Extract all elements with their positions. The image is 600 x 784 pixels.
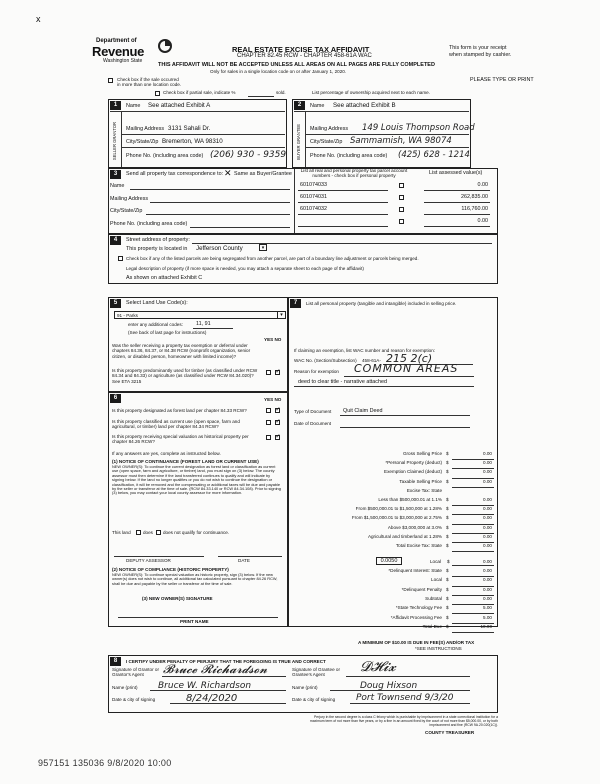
section-3-badge: 3 bbox=[110, 170, 121, 179]
tax-line-currency: $ bbox=[446, 451, 449, 456]
tax-line-value[interactable]: 0.00 bbox=[483, 469, 492, 475]
partial-sale-label: Check box if partial sale, indicate % bbox=[163, 90, 236, 95]
reason-label: Reason for exemption bbox=[294, 369, 339, 374]
sec6-q3-no-checkbox[interactable] bbox=[275, 435, 280, 440]
tax-line-currency: $ bbox=[446, 460, 449, 466]
reason-handwritten[interactable]: COMMON AREAS bbox=[354, 362, 459, 375]
personal-property-checkbox[interactable] bbox=[399, 195, 404, 200]
parcel-value[interactable]: 0.00 bbox=[477, 182, 488, 188]
tax-line-currency: $ bbox=[446, 497, 449, 502]
land-use-value: 91 - Parks bbox=[117, 313, 138, 318]
tax-line-label: *Personal Property (deduct) bbox=[385, 460, 442, 466]
sec5-q2-yes-checkbox[interactable] bbox=[266, 370, 271, 375]
buyer-city-label: City/State/Zip bbox=[310, 139, 343, 145]
receipt-note-2: when stamped by cashier. bbox=[449, 52, 512, 58]
tax-line bbox=[290, 587, 496, 596]
section-8-badge: 8 bbox=[110, 657, 121, 666]
grantor-name[interactable]: Bruce W. Richardson bbox=[158, 681, 252, 691]
tax-line-label: Gross Selling Price bbox=[402, 451, 442, 456]
minimum-note: A MINIMUM OF $10.00 IS DUE IN FEE(S) AND/OR TAX bbox=[358, 640, 475, 645]
tax-line bbox=[290, 525, 496, 534]
seller-city-label: City/State/Zip bbox=[126, 139, 159, 145]
buyer-phone-label: Phone No. (including area code) bbox=[310, 153, 388, 159]
type-or-print: PLEASE TYPE OR PRINT bbox=[470, 77, 534, 83]
tax-line-label: Excise Tax: State bbox=[406, 487, 442, 493]
grantee-signature-label: Signature of Grantee or Grantee's Agent bbox=[292, 667, 341, 678]
tax-line bbox=[290, 506, 496, 515]
sec5-q2: Is this property predominantly used for timber (as classified under RCW 84.34 and 84.33) or agriculture (as classified under RCW 84.34.020)? See ETA 3215 bbox=[112, 368, 258, 384]
grantee-name[interactable]: Doug Hixson bbox=[360, 681, 418, 691]
partial-sale-checkbox[interactable] bbox=[155, 91, 160, 96]
deputy-assessor-label: DEPUTY ASSESSOR bbox=[126, 558, 171, 563]
assessed-head: List assessed value(s) bbox=[429, 170, 483, 176]
certify-statement: I CERTIFY UNDER PENALTY OF PERJURY THAT THE FOREGOING IS TRUE AND CORRECT bbox=[126, 659, 326, 664]
logo-state: Washington State bbox=[103, 58, 143, 64]
tax-line bbox=[290, 615, 496, 624]
county-dropdown-chevron-down-icon[interactable]: ▾ bbox=[259, 244, 267, 251]
street-address-label: Street address of property: bbox=[126, 237, 190, 243]
seller-mail[interactable]: 3131 Sahali Dr. bbox=[168, 125, 211, 132]
grantee-name-label: Name (print) bbox=[292, 685, 318, 690]
tax-line-value[interactable]: 0.00 bbox=[483, 497, 492, 502]
send-correspondence-label: Send all property tax correspondence to: bbox=[126, 171, 224, 177]
tax-line-currency: $ bbox=[446, 543, 449, 548]
tax-line-currency: $ bbox=[446, 506, 449, 512]
parcel-row bbox=[296, 192, 496, 203]
tax-line-value[interactable]: 0.00 bbox=[483, 586, 492, 592]
section-4-badge: 4 bbox=[110, 236, 121, 245]
tax-line-label: Exemption Claimed (deduct) bbox=[384, 469, 442, 475]
local-tax-value[interactable]: 0.00 bbox=[483, 559, 492, 564]
multi-location-label: Check box if the sale occurred bbox=[117, 77, 179, 82]
tax-line-currency: $ bbox=[446, 605, 449, 611]
grantor-date-label: Date & city of signing bbox=[112, 697, 156, 702]
see-instructions-note: *SEE INSTRUCTIONS bbox=[415, 646, 462, 651]
multi-location-checkbox[interactable] bbox=[108, 78, 113, 83]
same-as-buyer-label: Same as Buyer/Grantee bbox=[234, 171, 292, 177]
section-7-badge: 7 bbox=[290, 299, 301, 308]
tax-line-label: *State Technology Fee bbox=[395, 605, 442, 611]
section-2-badge: 2 bbox=[294, 101, 305, 110]
tax-line bbox=[290, 605, 496, 614]
section-5-badge: 5 bbox=[110, 299, 121, 308]
buyer-city[interactable]: Sammamish, WA 98074 bbox=[350, 136, 452, 146]
tax-line-currency: $ bbox=[446, 595, 449, 601]
tax-line bbox=[290, 596, 496, 605]
tax-line-label: Subtotal bbox=[425, 595, 442, 601]
tax-line-label: Total Due bbox=[422, 623, 442, 629]
tax-line-value[interactable]: 0.00 bbox=[483, 577, 492, 583]
tax-line-value[interactable]: 0.00 bbox=[483, 595, 492, 601]
land-does-label: does bbox=[143, 530, 153, 535]
parcel-value[interactable]: 262,835.00 bbox=[461, 194, 488, 200]
seller-city[interactable]: Bremerton, WA 98310 bbox=[162, 138, 223, 145]
land-use-chevron-down-icon[interactable]: ▾ bbox=[277, 312, 285, 319]
buyer-phone[interactable]: (425) 628 - 1214 bbox=[398, 150, 470, 160]
notice-continuance-head: (1) NOTICE OF CONTINUANCE (FOREST LAND OR CURRENT USE) bbox=[112, 459, 259, 464]
tax-line-value[interactable]: 0.00 bbox=[483, 506, 492, 512]
grantor-signature[interactable]: 𝓑𝓻𝓾𝓬𝓮 𝓡𝓲𝓬𝓱𝓪𝓻𝓭𝓼𝓸𝓷 bbox=[163, 662, 268, 676]
claim-exemption-label: If claiming an exemption, list WAC number and reason for exemption: bbox=[294, 348, 436, 353]
tax-line bbox=[290, 543, 496, 552]
deputy-date-label: DATE bbox=[238, 558, 250, 563]
grantor-name-label: Name (print) bbox=[112, 685, 138, 690]
logo-dept: Department of bbox=[96, 38, 137, 44]
sec6-q3: Is this property receiving special valuation as historical property per chapter 84.26 RCW? bbox=[112, 434, 249, 445]
receipt-note-1: This form is your receipt bbox=[449, 45, 507, 51]
sec6-q1-yes-checkbox[interactable] bbox=[266, 408, 271, 413]
seller-phone-label: Phone No. (including area code) bbox=[126, 153, 204, 159]
county-select[interactable]: Jefferson County bbox=[196, 245, 243, 252]
notice-compliance-head: (2) NOTICE OF COMPLIANCE (HISTORIC PROPERTY) bbox=[112, 567, 229, 572]
section-6-badge: 6 bbox=[110, 394, 121, 403]
personal-property-checkbox[interactable] bbox=[399, 183, 404, 188]
logo-agency: Revenue bbox=[92, 44, 145, 59]
legal-desc-label: Legal description of property (if more space is needed, you may attach a separate sheet to each page of the affidavit) bbox=[126, 266, 364, 271]
tax-line-value[interactable]: 0.00 bbox=[483, 524, 492, 530]
wac-prefix: 458-61A- bbox=[362, 358, 381, 363]
tax-line-value[interactable]: 0.00 bbox=[483, 533, 492, 539]
tax-line-value[interactable]: 0.00 bbox=[483, 460, 492, 466]
parcel-row bbox=[296, 180, 496, 191]
parcel-number[interactable]: 601074032 bbox=[300, 206, 327, 212]
section-1-badge: 1 bbox=[110, 101, 121, 110]
tax-line-currency: $ bbox=[446, 623, 449, 629]
parcel-number[interactable]: 601074033 bbox=[300, 182, 327, 188]
sec6-q1: Is this property designated as forest land per chapter 84.33 RCW? bbox=[112, 408, 247, 413]
sec3-city-label: City/State/Zip bbox=[110, 208, 143, 214]
tax-line-label: Total Excise Tax: State bbox=[395, 543, 442, 548]
land-does-not-checkbox[interactable] bbox=[156, 530, 161, 535]
corner-mark: x bbox=[36, 14, 41, 24]
land-use-select[interactable] bbox=[114, 311, 286, 319]
sec3-mail-label: Mailing Address bbox=[110, 196, 149, 202]
tax-line-label: Taxable Selling Price bbox=[399, 478, 442, 484]
tax-line bbox=[290, 469, 496, 478]
revenue-logo-icon bbox=[157, 38, 173, 54]
sec5-q2-no-checkbox[interactable] bbox=[275, 370, 280, 375]
buyer-mail-label: Mailing Address bbox=[310, 126, 349, 132]
tax-line-currency: $ bbox=[446, 614, 449, 620]
tax-line-value[interactable]: 0.00 bbox=[483, 451, 492, 456]
sec6-q2-no-checkbox[interactable] bbox=[275, 420, 280, 425]
this-land-label: This land bbox=[112, 530, 131, 535]
grantee-date[interactable]: Port Townsend 9/3/20 bbox=[356, 693, 454, 703]
doc-date-label: Date of Document bbox=[294, 421, 332, 426]
tax-line-label: *Affidavit Processing Fee bbox=[390, 614, 442, 620]
grantee-signature[interactable]: 𝓓𝓗𝓲𝔁 bbox=[360, 659, 396, 675]
grantor-date[interactable]: 8/24/2020 bbox=[186, 693, 238, 704]
tax-line bbox=[290, 497, 496, 506]
parcel-list-head: List all real and personal property tax parcel account numbers - check box if personal property bbox=[300, 168, 408, 179]
form-title: REAL ESTATE EXCISE TAX AFFIDAVIT bbox=[232, 45, 370, 54]
buyer-name-label: Name bbox=[310, 103, 325, 109]
doc-type-value[interactable]: Quit Claim Deed bbox=[343, 408, 383, 414]
parcel-number[interactable]: 601074031 bbox=[300, 194, 327, 200]
tax-line bbox=[290, 534, 496, 543]
tax-line-value[interactable]: 0.00 bbox=[483, 543, 492, 548]
sec6-q2: Is this property classified as current use (open space, farm and agricultural, or timber) land per chapter 84.34 RCW? bbox=[112, 419, 240, 430]
grantee-date-label: Date & city of signing bbox=[292, 697, 336, 702]
tax-line-currency: $ bbox=[446, 586, 449, 592]
tax-line-label: From $1,500,000.01 to $3,000,000 at 2.75% bbox=[351, 515, 442, 521]
legal-desc-value[interactable]: As shown on attached Exhibit C bbox=[126, 275, 203, 281]
tax-line-currency: $ bbox=[446, 568, 449, 573]
tax-line-label: *Delinquent Interest: State bbox=[388, 568, 442, 573]
land-does-checkbox[interactable] bbox=[136, 530, 141, 535]
new-owner-signature-label: (3) NEW OWNER(S) SIGNATURE bbox=[142, 596, 213, 601]
form-sub: Only for sales in a single location code on or after January 1, 2020. bbox=[210, 69, 347, 74]
grantor-signature-label: Signature of Grantor or Grantor's Agent bbox=[112, 667, 159, 678]
tax-line-value[interactable]: 5.00 bbox=[483, 605, 492, 611]
sec3-name-label: Name bbox=[110, 183, 125, 189]
buyer-mail[interactable]: 149 Louis Thompson Road bbox=[362, 123, 475, 133]
sec5-q1: Was the seller receiving a property tax exemption or deferral under chapters 84.36, 84.37, or 84.38 RCW (nonprofit organization, senior citizen, or disabled person, homeowner with limited income)? bbox=[112, 343, 251, 359]
parcel-value[interactable]: 0.00 bbox=[477, 218, 488, 224]
form-warning: THIS AFFIDAVIT WILL NOT BE ACCEPTED UNLESS ALL AREAS ON ALL PAGES ARE FULLY COMPLETED bbox=[158, 62, 435, 68]
form-chapter: CHAPTER 82.45 RCW - CHAPTER 458-61A WAC bbox=[237, 53, 372, 59]
buyer-side-label: BUYER GRANTEE bbox=[296, 124, 301, 160]
land-use-label: Select Land Use Code(s): bbox=[126, 300, 188, 306]
tax-line bbox=[290, 451, 496, 460]
tax-line bbox=[290, 460, 496, 469]
tax-line-currency: $ bbox=[446, 524, 449, 530]
notice-compliance-body: NEW OWNER(S): To continue special valuation as historic property, sign (3) below. If the new owner(s) does not wish to continue, all additional tax calculated pursuant to chapter 84.26 RCW, shall be due and payable by the seller or transferor at the time of sale. bbox=[112, 572, 278, 586]
parcel-row bbox=[296, 204, 496, 215]
tax-line bbox=[290, 488, 496, 497]
sec6-q2-yes-checkbox[interactable] bbox=[266, 420, 271, 425]
doc-type-label: Type of Document bbox=[294, 409, 332, 414]
seller-side-label: SELLER GRANTOR bbox=[112, 122, 117, 161]
tax-line-currency: $ bbox=[446, 533, 449, 539]
tax-line-value[interactable]: 0.00 bbox=[483, 515, 492, 521]
located-label: This property is located in bbox=[126, 246, 188, 252]
county-treasurer-label: COUNTY TREASURER bbox=[425, 730, 475, 735]
tax-line-label: Less than $500,000.01 at 1.1% bbox=[378, 497, 442, 502]
tax-line bbox=[290, 577, 496, 586]
additional-codes-value[interactable]: 11, 91 bbox=[196, 321, 211, 327]
buyer-name[interactable]: See attached Exhibit B bbox=[333, 102, 396, 109]
wac-label: WAC No. (Section/Subsection) bbox=[294, 358, 357, 363]
local-tax-label: Local bbox=[430, 559, 441, 564]
tax-line bbox=[290, 624, 496, 633]
same-as-buyer-check-icon[interactable]: ✕ bbox=[224, 168, 232, 178]
wac-value[interactable]: 215 2(c) bbox=[386, 352, 433, 365]
tax-line-value[interactable]: 10.00 bbox=[480, 623, 492, 629]
see-back-note: (See back of last page for instructions) bbox=[128, 330, 207, 335]
perjury-warning: Perjury in the second degree is a class C felony which is punishable by imprisonment in a state correctional institution for a maximum term of not more than five years, or by a fine in an amount fixed by the court of not more than $5,000.00, or by both imprisonment and fine (RCW 9A.20.020(1C)). bbox=[309, 715, 498, 727]
partial-sold-label: sold. bbox=[276, 90, 286, 95]
seller-name-label: Name bbox=[126, 103, 141, 109]
tax-line-label: Local bbox=[431, 577, 442, 583]
recording-stamp: 957151 135036 9/8/2020 10:00 bbox=[38, 758, 172, 768]
parcel-row bbox=[296, 216, 496, 227]
tax-line-label: *Delinquent Penalty bbox=[401, 586, 442, 592]
tax-line-currency: $ bbox=[446, 515, 449, 521]
tax-line bbox=[290, 568, 496, 577]
personal-property-label: List all personal property (tangible and intangible) included in selling price. bbox=[306, 301, 457, 306]
personal-property-checkbox[interactable] bbox=[399, 207, 404, 212]
tax-line bbox=[290, 479, 496, 488]
tax-line-value[interactable]: 5.00 bbox=[483, 614, 492, 620]
segregated-label: Check box if any of the listed parcels are being segregated from another parcel, are part of a boundary line adjustment or parcels being merged. bbox=[126, 256, 419, 261]
print-name-label: PRINT NAME bbox=[180, 619, 209, 624]
sec6-q3-yes-checkbox[interactable] bbox=[266, 435, 271, 440]
sec6-yes-no-head: YES NO bbox=[264, 397, 282, 402]
sec6-q1-no-checkbox[interactable] bbox=[275, 408, 280, 413]
sec5-yes-no-head: YES NO bbox=[264, 337, 282, 342]
segregated-checkbox[interactable] bbox=[118, 256, 123, 261]
seller-mail-label: Mailing Address bbox=[126, 126, 165, 132]
land-does-not-label: does not qualify for continuance. bbox=[163, 530, 230, 535]
tax-line-value[interactable]: 0.00 bbox=[483, 568, 492, 573]
tax-line-currency: $ bbox=[446, 478, 449, 484]
notice-continuance-body: NEW OWNER(S): To continue the current designation as forest land or classification as current use (open space, farm and agriculture, or timber) land, you must sign on (3) below. The county assessor must then determine if the land transferred continues to qualify and will indicate by signing below. If the land no longer qualifies or you do not wish to continue the designation or classification, it will be removed and the compensating or additional taxes will be due and payable by the seller or transferor at the time of sale. (RCW 84.33.140 or RCW 84.34.108). Prior to signing (3) below, you may contact your local county assessor for more information. bbox=[112, 464, 281, 496]
sec3-phone-label: Phone No. (including area code) bbox=[110, 221, 188, 227]
tax-line bbox=[290, 515, 496, 524]
seller-name[interactable]: See attached Exhibit A bbox=[148, 102, 211, 109]
tax-line-label: Agricultural and timberland at 1.28% bbox=[367, 533, 442, 539]
tax-line-currency: $ bbox=[446, 469, 449, 475]
additional-codes-label: enter any additional codes: bbox=[128, 322, 183, 327]
tax-line-value[interactable]: 0.00 bbox=[483, 478, 492, 484]
personal-property-checkbox[interactable] bbox=[399, 219, 404, 224]
seller-phone[interactable]: (206) 930 - 9359 bbox=[210, 150, 287, 160]
local-rate-input[interactable]: 0.0050 bbox=[376, 557, 402, 565]
tax-line-currency: $ bbox=[446, 577, 449, 583]
multi-location-label-2: in more than one location code. bbox=[117, 82, 182, 87]
reason-typed[interactable]: deed to clear title - narrative attached bbox=[298, 379, 387, 385]
percentage-label: List percentage of ownership acquired next to each name. bbox=[312, 90, 430, 95]
tax-line-label: Above $3,000,000 at 3.0% bbox=[387, 524, 442, 530]
tax-line-label: From $500,000.01 to $1,500,000 at 1.28% bbox=[355, 506, 442, 512]
parcel-value[interactable]: 116,760.00 bbox=[461, 206, 488, 212]
if-any-yes: If any answers are yes, complete as instructed below. bbox=[112, 451, 221, 456]
